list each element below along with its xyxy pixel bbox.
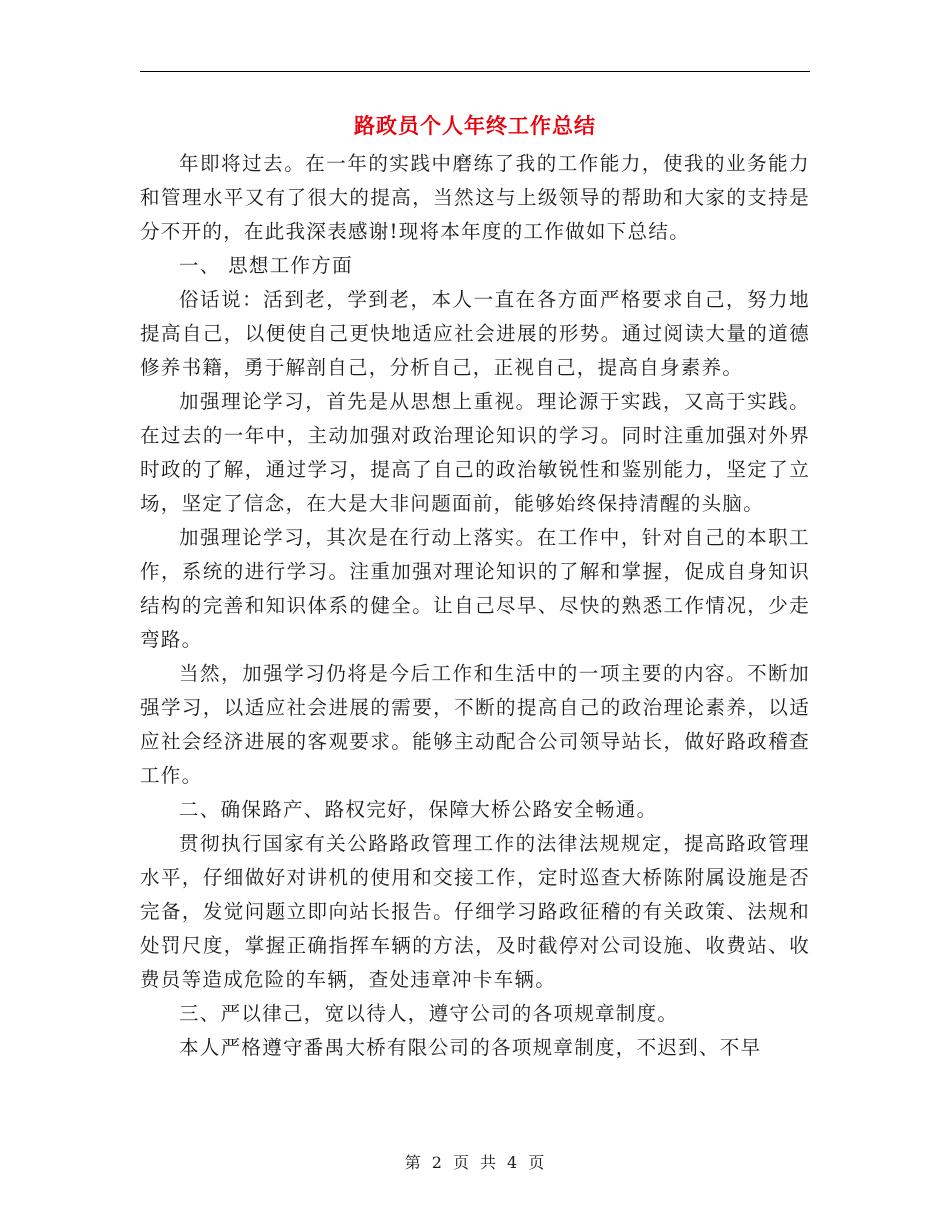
paragraph-self-discipline: 俗话说：活到老，学到老，本人一直在各方面严格要求自己，努力地提高自己，以便使自己更快地适应社会进展的形势。通过阅读大量的道德修养书籍，勇于解剖自己，分析自己，正视自己，提高自身素养。 (140, 288, 810, 379)
footer-page-word: 页 (452, 1153, 470, 1172)
header-rule (140, 71, 810, 72)
footer-prefix: 第 (404, 1153, 422, 1172)
document-title: 路政员个人年终工作总结 (354, 113, 596, 138)
section-heading-2: 二、确保路产、路权完好，保障大桥公路安全畅通。 (179, 798, 658, 821)
paragraph-theory-study-2: 加强理论学习，其次是在行动上落实。在工作中，针对自己的本职工作，系统的进行学习。注重加强对理论知识的了解和掌握，促成自身知识结构的完善和知识体系的健全。让自己尽早、尽快的熟悉工作情况，少走弯路。 (140, 526, 810, 651)
section-heading-3: 三、严以律己，宽以待人，遵守公司的各项规章制度。 (179, 1002, 679, 1025)
paragraph-rules: 本人严格遵守番禺大桥有限公司的各项规章制度，不迟到、不早 (179, 1036, 762, 1059)
paragraph-continued-learning: 当然，加强学习仍将是今后工作和生活中的一项主要的内容。不断加强学习，以适应社会进展的需要，不断的提高自己的政治理论素养，以适应社会经济进展的客观要求。能够主动配合公司领导站长，做好路政稽查工作。 (140, 662, 810, 787)
footer-suffix: 页 (528, 1153, 546, 1172)
page-footer (0, 1152, 950, 1174)
section-heading-1: 一、 思想工作方面 (179, 254, 353, 277)
paragraph-road-management: 贯彻执行国家有关公路路政管理工作的法律法规规定，提高路政管理水平，仔细做好对讲机的使用和交接工作，定时巡查大桥陈附属设施是否完备，发觉问题立即向站长报告。仔细学习路政征稽的有关政策、法规和处罚尺度，掌握正确指挥车辆的方法，及时截停对公司设施、收费站、收费员等造成危险的车辆，查处违章冲卡车辆。 (140, 832, 810, 991)
footer-total-pages: 4 (507, 1153, 519, 1172)
footer-total-word: 共 (480, 1153, 498, 1172)
paragraph-theory-study-1: 加强理论学习，首先是从思想上重视。理论源于实践，又高于实践。在过去的一年中，主动加强对政治理论知识的学习。同时注重加强对外界时政的了解，通过学习，提高了自己的政治敏锐性和鉴别能力，坚定了立场，坚定了信念，在大是大非问题面前，能够始终保持清醒的头脑。 (140, 390, 810, 515)
paragraph-intro: 年即将过去。在一年的实践中磨练了我的工作能力，使我的业务能力和管理水平又有了很大的提高，当然这与上级领导的帮助和大家的支持是分不开的，在此我深表感谢!现将本年度的工作做如下总结。 (140, 152, 810, 243)
document-body (140, 147, 810, 1065)
footer-current-page: 2 (431, 1153, 443, 1172)
